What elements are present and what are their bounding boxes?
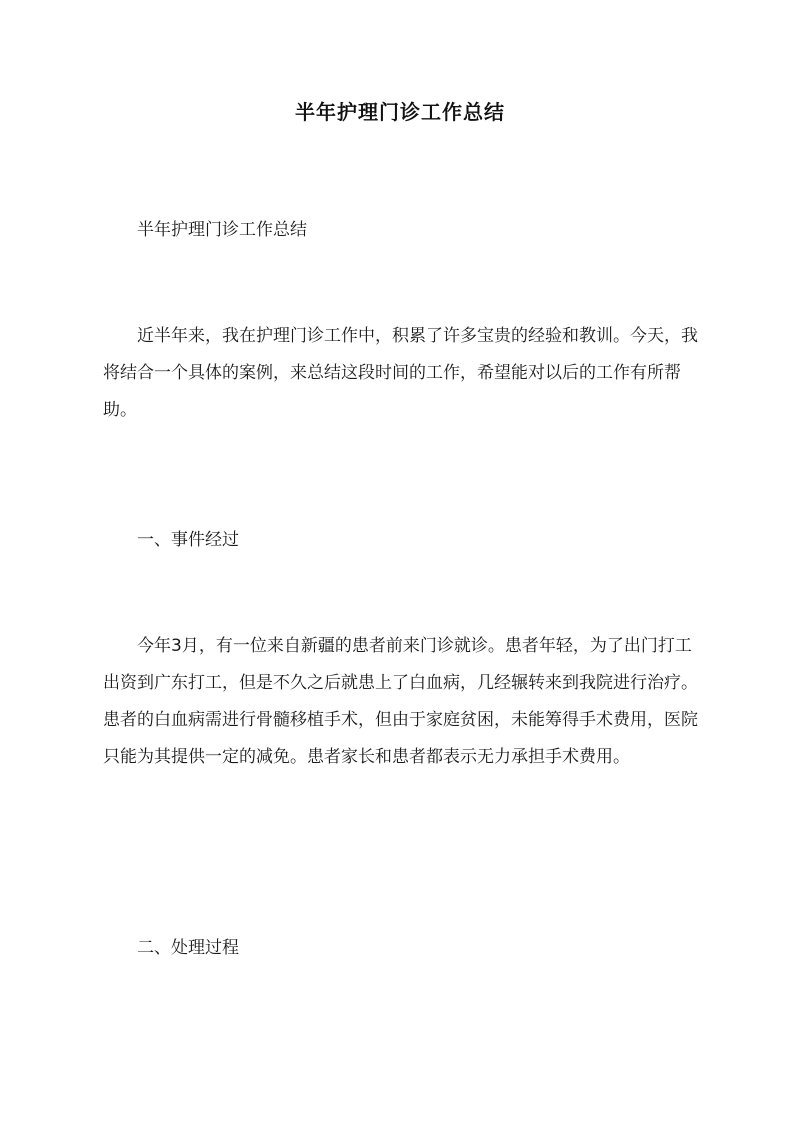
section-heading-event: 一、事件经过 xyxy=(137,530,239,550)
section-heading-process: 二、处理过程 xyxy=(137,938,239,958)
document-title: 半年护理门诊工作总结 xyxy=(295,100,505,124)
document-subtitle: 半年护理门诊工作总结 xyxy=(137,220,307,240)
intro-paragraph: 近半年来，我在护理门诊工作中，积累了许多宝贵的经验和教训。今天，我将结合一个具体的案例，来总结这段时间的工作，希望能对以后的工作有所帮助。 xyxy=(103,326,698,420)
event-paragraph: 今年3月，有一位来自新疆的患者前来门诊就诊。患者年轻，为了出门打工出资到广东打工，但是不久之后就患上了白血病，几经辗转来到我院进行治疗。患者的白血病需进行骨髓移植手术，但由于家庭贫困，未能筹得手术费用，医院只能为其提供一定的减免。患者家长和患者都表示无力承担手术费用。 xyxy=(103,636,698,767)
